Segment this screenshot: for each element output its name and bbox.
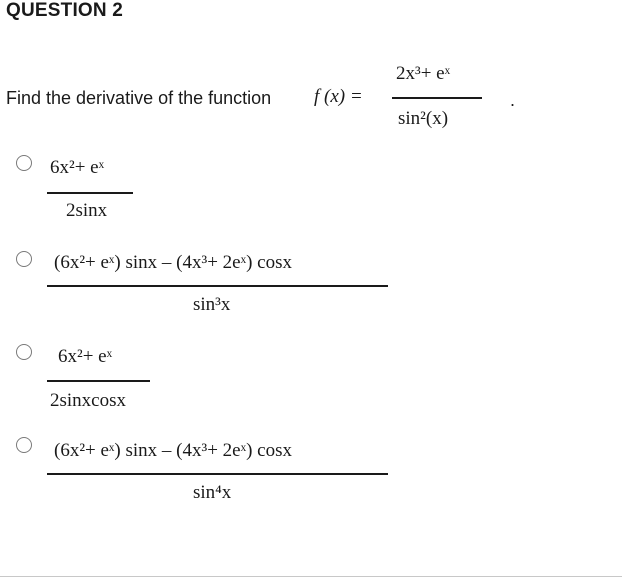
question-prompt: Find the derivative of the function [6,88,272,108]
bottom-divider [0,576,622,577]
function-lhs [314,86,363,108]
radio-button[interactable] [16,344,32,360]
option-fraction-bar [47,192,133,194]
option-denominator: sin³x [193,294,231,315]
trailing-period: . [510,90,516,110]
option-numerator: (6x²+ eˣ) sinx – (4x³+ 2eˣ) cosx [54,252,292,273]
function-lhs-text: f (x) = [314,86,363,107]
option-fraction-bar [47,473,388,475]
option-numerator: (6x²+ eˣ) sinx – (4x³+ 2eˣ) cosx [54,440,292,461]
option-denominator: 2sinxcosx [50,390,126,411]
function-denominator: sin²(x) [398,108,449,129]
radio-button[interactable] [16,155,32,171]
radio-button[interactable] [16,251,32,267]
option-numerator: 6x²+ eˣ [58,346,113,367]
option-fraction-bar [47,285,388,287]
radio-button[interactable] [16,437,32,453]
question-heading: QUESTION 2 [6,0,124,21]
option-numerator: 6x²+ eˣ [50,157,105,178]
option-denominator: sin⁴x [193,482,232,503]
option-denominator: 2sinx [66,200,108,221]
option-fraction-bar [47,380,150,382]
function-fraction-bar [392,97,482,99]
function-numerator: 2x³+ eˣ [396,63,451,84]
